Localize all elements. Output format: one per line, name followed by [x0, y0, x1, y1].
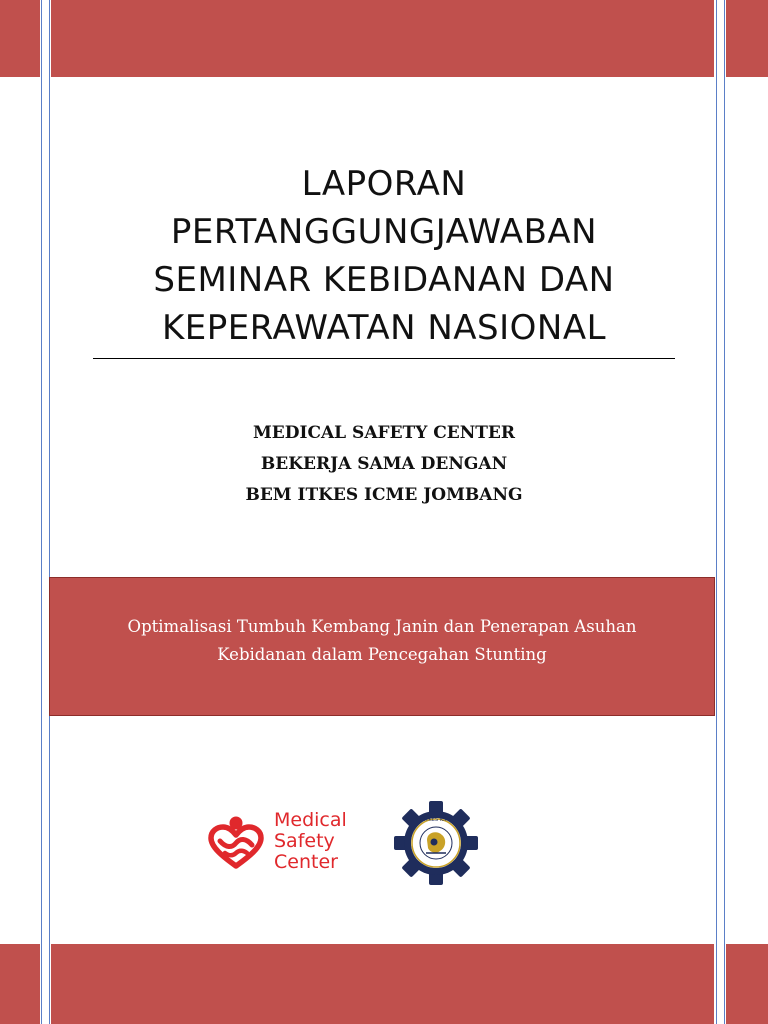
itkes-gear-logo [392, 799, 484, 887]
title-line-2: PERTANGGUNGJAWABAN [170, 212, 598, 252]
msc-wordmark-line-3: Center [274, 851, 338, 873]
theme-box [49, 577, 715, 716]
msc-wordmark-line-2: Safety [274, 830, 335, 852]
msc-heart-icon [206, 814, 266, 870]
organizer-line-2: BEKERJA SAMA DENGAN [260, 454, 508, 474]
organizer-line-1: MEDICAL SAFETY CENTER [252, 423, 516, 443]
organizer-block [60, 418, 708, 511]
left-frame-line-outer [41, 0, 42, 1024]
title-underline [93, 358, 675, 359]
msc-wordmark-line-1: Medical [274, 809, 347, 831]
bottom-band [0, 944, 768, 1024]
msc-wordmark [274, 810, 347, 873]
right-frame-line-outer [724, 0, 725, 1024]
left-frame-line-inner [49, 0, 50, 1024]
organizer-line-3: BEM ITKES ICME JOMBANG [245, 485, 523, 505]
medical-safety-center-logo [200, 806, 375, 876]
itkes-ring-text: ITKES ICME [423, 817, 453, 823]
title-line-3: SEMINAR KEBIDANAN DAN [153, 260, 615, 300]
report-title [60, 160, 708, 352]
right-frame-line-inner [716, 0, 717, 1024]
title-line-1: LAPORAN [301, 164, 467, 204]
top-band [0, 0, 768, 77]
theme-text [128, 613, 637, 669]
title-line-4: KEPERAWATAN NASIONAL [161, 308, 607, 348]
theme-line-1: Optimalisasi Tumbuh Kembang Janin dan Penerapan Asuhan [127, 616, 637, 636]
theme-line-2: Kebidanan dalam Pencegahan Stunting [217, 644, 547, 664]
